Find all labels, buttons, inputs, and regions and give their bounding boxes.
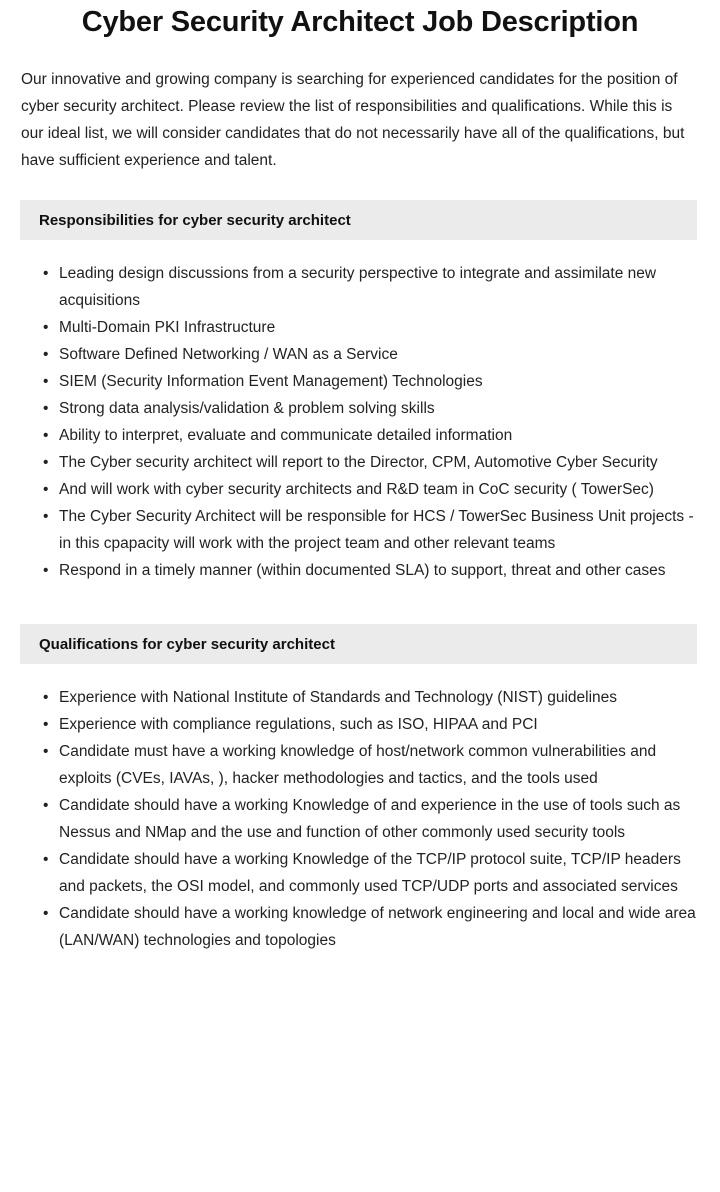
bullet-icon: •: [43, 797, 49, 815]
list-item-text: Candidate should have a working Knowledge of the TCP/IP protocol suite, TCP/IP headers and packets, the OSI model, and commonly used TCP/UDP ports and associated services: [59, 851, 681, 896]
list-item-text: Experience with compliance regulations, such as ISO, HIPAA and PCI: [59, 716, 538, 734]
list-item-text: Strong data analysis/validation & problem solving skills: [59, 400, 435, 418]
list-item: [0, 900, 720, 954]
list-item: [0, 684, 720, 711]
bullet-icon: •: [43, 481, 49, 499]
bullet-icon: •: [43, 265, 49, 283]
bullet-icon: •: [43, 508, 49, 526]
list-item: [0, 557, 720, 584]
bullet-icon: •: [43, 905, 49, 923]
section-qualifications: [0, 624, 720, 954]
list-item-text: Multi-Domain PKI Infrastructure: [59, 319, 276, 337]
section-responsibilities: [0, 200, 720, 584]
list-item: [0, 503, 720, 557]
section-header-band-qualifications: [20, 624, 697, 664]
spacer: [0, 584, 720, 598]
bullet-icon: •: [43, 689, 49, 707]
list-item-text: Experience with National Institute of Standards and Technology (NIST) guidelines: [59, 689, 618, 707]
list-item: [0, 314, 720, 341]
bullet-icon: •: [43, 454, 49, 472]
page-title: Cyber Security Architect Job Description: [81, 6, 639, 38]
section-header-band-responsibilities: [20, 200, 697, 240]
qualifications-list: [0, 664, 720, 954]
list-item: [0, 260, 720, 314]
list-item-text: And will work with cyber security architects and R&D team in CoC security ( TowerSec): [59, 481, 654, 499]
intro-paragraph: Our innovative and growing company is searching for experienced candidates for the position of cyber security architect. Please review the list of responsibilities and qualifications. While this is our ideal list, we will consider candidates that do not necessarily have all of the qualifications, but have sufficient experience and talent.: [21, 71, 685, 170]
list-item-text: Candidate should have a working knowledge of network engineering and local and wide area (LAN/WAN) technologies and topologies: [59, 905, 696, 950]
bullet-icon: •: [43, 400, 49, 418]
list-item: [0, 395, 720, 422]
bullet-icon: •: [43, 427, 49, 445]
list-item: [0, 476, 720, 503]
list-item-text: Respond in a timely manner (within documented SLA) to support, threat and other cases: [59, 562, 666, 580]
list-item-text: Leading design discussions from a security perspective to integrate and assimilate new acquisitions: [59, 265, 657, 310]
section-heading-qualifications: Qualifications for cyber security architect: [39, 635, 335, 653]
responsibilities-list: [0, 240, 720, 584]
list-item-text: The Cyber Security Architect will be responsible for HCS / TowerSec Business Unit projects - in this cpapacity will work with the project team and other relevant teams: [59, 508, 694, 553]
list-item: [0, 449, 720, 476]
list-item-text: The Cyber security architect will report to the Director, CPM, Automotive Cyber Security: [59, 454, 658, 472]
list-item: [0, 846, 720, 900]
bullet-icon: •: [43, 562, 49, 580]
list-item-text: Software Defined Networking / WAN as a Service: [59, 346, 398, 364]
list-item: [0, 792, 720, 846]
list-item: [0, 341, 720, 368]
bullet-icon: •: [43, 851, 49, 869]
list-item: [0, 711, 720, 738]
bullet-icon: •: [43, 346, 49, 364]
bullet-icon: •: [43, 373, 49, 391]
list-item-text: SIEM (Security Information Event Management) Technologies: [59, 373, 483, 391]
bullet-icon: •: [43, 716, 49, 734]
list-item-text: Candidate should have a working Knowledge of and experience in the use of tools such as Nessus and NMap and the use and function of other commonly used security tools: [59, 797, 681, 842]
list-item: [0, 368, 720, 395]
list-item: [0, 738, 720, 792]
bullet-icon: •: [43, 743, 49, 761]
bullet-icon: •: [43, 319, 49, 337]
list-item: [0, 422, 720, 449]
list-item-text: Ability to interpret, evaluate and communicate detailed information: [59, 427, 513, 445]
list-item-text: Candidate must have a working knowledge of host/network common vulnerabilities and exploits (CVEs, IAVAs, ), hacker methodologies and tactics, and the tools used: [59, 743, 657, 788]
section-heading-responsibilities: Responsibilities for cyber security architect: [39, 211, 351, 229]
